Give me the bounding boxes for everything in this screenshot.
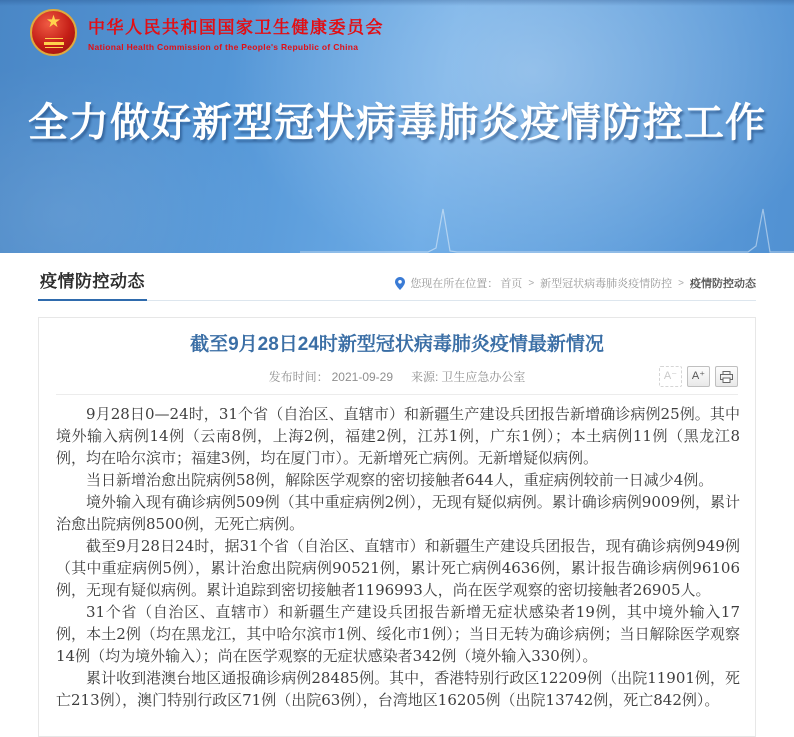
site-titles: [88, 13, 384, 52]
heartbeat-line-decoration: [0, 205, 794, 253]
font-smaller-button[interactable]: A⁻: [659, 366, 682, 387]
article-meta: [56, 365, 738, 389]
section-bar: [38, 267, 756, 301]
site-logo-link[interactable]: [30, 9, 384, 56]
hero-banner: [0, 0, 794, 253]
article-body: [56, 403, 740, 711]
article-paragraph: 9月28日0—24时，31个省（自治区、直辖市）和新疆生产建设兵团报告新增确诊病例25例。其中境外输入病例14例（云南8例，上海2例，福建2例，江苏1例，广东1例）；本土病例11例（黑龙江8例，均在哈尔滨市；福建3例，均在厦门市）。无新增死亡病例。无新增疑似病例。: [56, 405, 740, 467]
breadcrumb: [395, 275, 756, 300]
font-larger-button[interactable]: A⁺: [687, 366, 710, 387]
banner-title: 全力做好新型冠状病毒肺炎疫情防控工作: [28, 101, 766, 145]
article-paragraph: 31个省（自治区、直辖市）和新疆生产建设兵团报告新增无症状感染者19例，其中境外输入17例，本土2例（均在黑龙江，其中哈尔滨市1例、绥化市1例）；当日无转为确诊病例；当日解除医学观察14例（均为境外输入）；尚在医学观察的无症状感染者342例（境外输入330例）。: [56, 603, 740, 665]
section-heading: 疫情防控动态: [38, 267, 147, 301]
article-card: [38, 317, 756, 737]
breadcrumb-separator: >: [528, 277, 535, 289]
source-label: 来源:: [411, 370, 439, 384]
breadcrumb-item[interactable]: 首页: [500, 278, 523, 290]
breadcrumb-trail: [500, 275, 756, 291]
breadcrumb-item[interactable]: 新型冠状病毒肺炎疫情防控: [540, 278, 673, 290]
article-paragraph: 当日新增治愈出院病例58例，解除医学观察的密切接触者644人，重症病例较前一日减少4例。: [86, 471, 714, 489]
article-toolbar: [659, 366, 738, 387]
breadcrumb-separator: >: [678, 277, 684, 289]
meta-divider: [56, 394, 738, 395]
article-paragraph: 境外输入现有确诊病例509例（其中重症病例2例），无现有疑似病例。累计确诊病例9009例，累计治愈出院病例8500例，无死亡病例。: [56, 493, 740, 533]
site-title-en: National Health Commission of the People's Republic of China: [88, 42, 359, 52]
emblem-star-icon: ★: [45, 12, 62, 31]
site-title-cn: 中华人民共和国国家卫生健康委员会: [88, 18, 384, 37]
breadcrumb-item[interactable]: 疫情防控动态: [690, 278, 756, 290]
article-paragraph: 累计收到港澳台地区通报确诊病例28485例。其中，香港特别行政区12209例（出院11901例，死亡213例），澳门特别行政区71例（出院63例），台湾地区16205例（出院13742例，死亡842例）。: [56, 669, 740, 709]
article-paragraph: 截至9月28日24时，据31个省（自治区、直辖市）和新疆生产建设兵团报告，现有确诊病例949例（其中重症病例5例），累计治愈出院病例90521例，累计死亡病例4636例，累计报告确诊病例96106例，无现有疑似病例。累计追踪到密切接触者1196993人，尚在医学观察的密切接触者26905人。: [56, 537, 740, 599]
publish-date-label: 发布时间：: [268, 370, 329, 384]
breadcrumb-prefix: 您现在所在位置：: [410, 278, 499, 290]
location-pin-icon: [395, 277, 405, 290]
printer-icon: [720, 371, 733, 383]
article-meta-row: [56, 365, 738, 389]
publish-date-value: 2021-09-29: [331, 370, 394, 384]
print-button[interactable]: [715, 366, 738, 387]
emblem-gate-shape: [44, 42, 64, 45]
national-emblem-icon: [30, 9, 77, 56]
source-value: 卫生应急办公室: [441, 370, 526, 384]
article-title: 截至9月28日24时新型冠状病毒肺炎疫情最新情况: [190, 334, 604, 355]
